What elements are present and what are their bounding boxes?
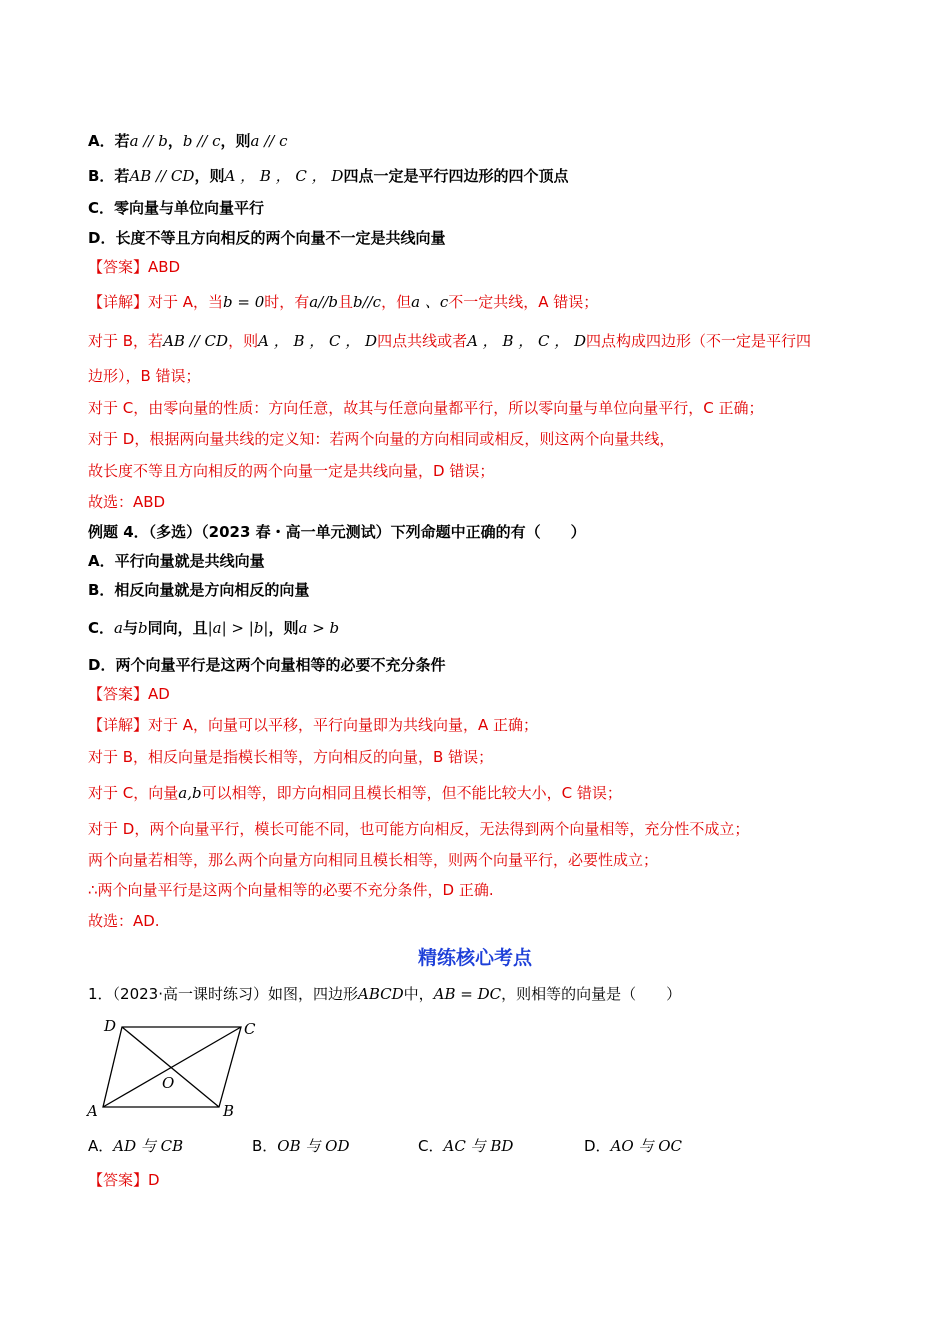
- q4-pick: 故选：AD.: [88, 912, 160, 930]
- math: |a| > |b|: [207, 619, 269, 637]
- text: 中，: [403, 985, 434, 1003]
- math: a > b: [298, 619, 340, 637]
- p1-option-b: [252, 1135, 349, 1156]
- math: b = 0: [223, 293, 265, 311]
- label-c: C: [244, 1020, 256, 1038]
- q3-detail-3: 对于 C，由零向量的性质：方向任意，故其与任意向量都平行，所以零向量与单位向量平行，C 正确；: [88, 399, 764, 417]
- p1-head: [88, 984, 681, 1004]
- p1-option-d: [584, 1135, 682, 1156]
- text: 且: [337, 293, 353, 311]
- text: ，但: [381, 293, 412, 311]
- math: b // c: [182, 132, 221, 150]
- text: 对于 C，向量: [88, 784, 179, 802]
- math: a,b: [178, 784, 202, 802]
- q4-option-c: [88, 618, 339, 638]
- p1-option-a: [88, 1135, 183, 1156]
- q3-pick: 故选：ABD: [88, 493, 166, 511]
- label-a: A: [87, 1102, 98, 1120]
- label-b: B: [223, 1102, 235, 1120]
- text: B．: [252, 1137, 278, 1155]
- text: 四点一定是平行四边形的四个顶点: [343, 167, 569, 185]
- text: 【详解】对于 A，当: [88, 293, 224, 311]
- text: ，则: [220, 132, 251, 150]
- text: 四点构成四边形（不一定是平行四: [586, 332, 812, 350]
- math: a//b: [309, 293, 338, 311]
- label-d: D: [104, 1017, 117, 1035]
- text: ，则相等的向量是（ ）: [501, 985, 682, 1003]
- q4-option-b: B．相反向量就是方向相反的向量: [88, 581, 310, 599]
- q3-option-d: D．长度不等且方向相反的两个向量不一定是共线向量: [88, 229, 446, 247]
- text: A．若: [88, 132, 130, 150]
- math: a: [114, 619, 123, 637]
- text: ，: [167, 132, 183, 150]
- math: ABCD: [358, 985, 404, 1003]
- diagonal-ac: [103, 1027, 241, 1107]
- q3-answer: 【答案】ABD: [88, 258, 181, 276]
- text: ，则: [194, 167, 225, 185]
- parallelogram-figure: [86, 1015, 266, 1121]
- p1-answer: 【答案】D: [88, 1171, 160, 1189]
- math: AO 与 OC: [610, 1137, 683, 1155]
- q4-detail-3: [88, 783, 622, 803]
- math: AD 与 CB: [113, 1137, 184, 1155]
- math: a 、c: [411, 293, 449, 311]
- math: A ， B ， C ， D: [224, 167, 344, 185]
- text: C．: [88, 619, 115, 637]
- q4-detail-4: 对于 D，两个向量平行，模长可能不同，也可能方向相反，无法得到两个向量相等，充分性不成立；: [88, 820, 750, 838]
- math: OB 与 OD: [277, 1137, 350, 1155]
- math: a // c: [250, 132, 288, 150]
- q3-option-b: [88, 166, 568, 186]
- text: A．: [88, 1137, 114, 1155]
- p1-option-c: [418, 1135, 513, 1156]
- text: 1．（2023·高一课时练习）如图，四边形: [88, 985, 358, 1003]
- math: b//c: [352, 293, 382, 311]
- text: ，则: [268, 619, 299, 637]
- text: B．若: [88, 167, 130, 185]
- math: AC 与 BD: [443, 1137, 514, 1155]
- q3-detail-1: [88, 292, 598, 312]
- q4-head: 例题 4．（多选）（2023 春・高一单元测试）下列命题中正确的有（ ）: [88, 523, 586, 541]
- text: D．: [584, 1137, 611, 1155]
- q4-answer: 【答案】AD: [88, 685, 170, 703]
- math: AB // CD: [129, 167, 195, 185]
- text: 时，有: [264, 293, 310, 311]
- q3-detail-2: [88, 331, 811, 351]
- q4-option-d: D．两个向量平行是这两个向量相等的必要不充分条件: [88, 656, 446, 674]
- q4-detail-2: 对于 B，相反向量是指模长相等，方向相反的向量，B 错误；: [88, 748, 494, 766]
- q3-detail-4: 对于 D，根据两向量共线的定义知：若两个向量的方向相同或相反，则这两个向量共线，: [88, 430, 675, 448]
- q4-detail-5: 两个向量若相等，那么两个向量方向相同且模长相等，则两个向量平行，必要性成立；: [88, 851, 659, 869]
- label-o: O: [162, 1074, 175, 1092]
- q3-detail-5: 故长度不等且方向相反的两个向量一定是共线向量，D 错误；: [88, 462, 495, 480]
- text: 四点共线或者: [377, 332, 468, 350]
- q3-option-a: [88, 131, 288, 151]
- q3-option-c: C．零向量与单位向量平行: [88, 199, 265, 217]
- diagonal-bd: [122, 1027, 219, 1107]
- q4-detail-1: 【详解】对于 A，向量可以平移，平行向量即为共线向量，A 正确；: [88, 716, 539, 734]
- math: AB // CD: [163, 332, 229, 350]
- section-title: 精练核心考点: [417, 947, 532, 969]
- math: A ， B ， C ， D: [258, 332, 378, 350]
- text: 与: [122, 619, 138, 637]
- text: 不一定共线，A 错误；: [448, 293, 599, 311]
- text: 可以相等，即方向相同且模长相等，但不能比较大小，C 错误；: [201, 784, 622, 802]
- q3-detail-2b: 边形），B 错误；: [88, 367, 201, 385]
- text: C．: [418, 1137, 444, 1155]
- math: a // b: [129, 132, 168, 150]
- text: ，则: [228, 332, 259, 350]
- math: b: [137, 619, 148, 637]
- text: 同向，且: [147, 619, 208, 637]
- q4-detail-6: ∴两个向量平行是这两个向量相等的必要不充分条件，D 正确.: [88, 881, 494, 899]
- text: 对于 B，若: [88, 332, 164, 350]
- q4-option-a: A．平行向量就是共线向量: [88, 552, 265, 570]
- math: A ， B ， C ， D: [467, 332, 587, 350]
- math: AB = DC: [433, 985, 502, 1003]
